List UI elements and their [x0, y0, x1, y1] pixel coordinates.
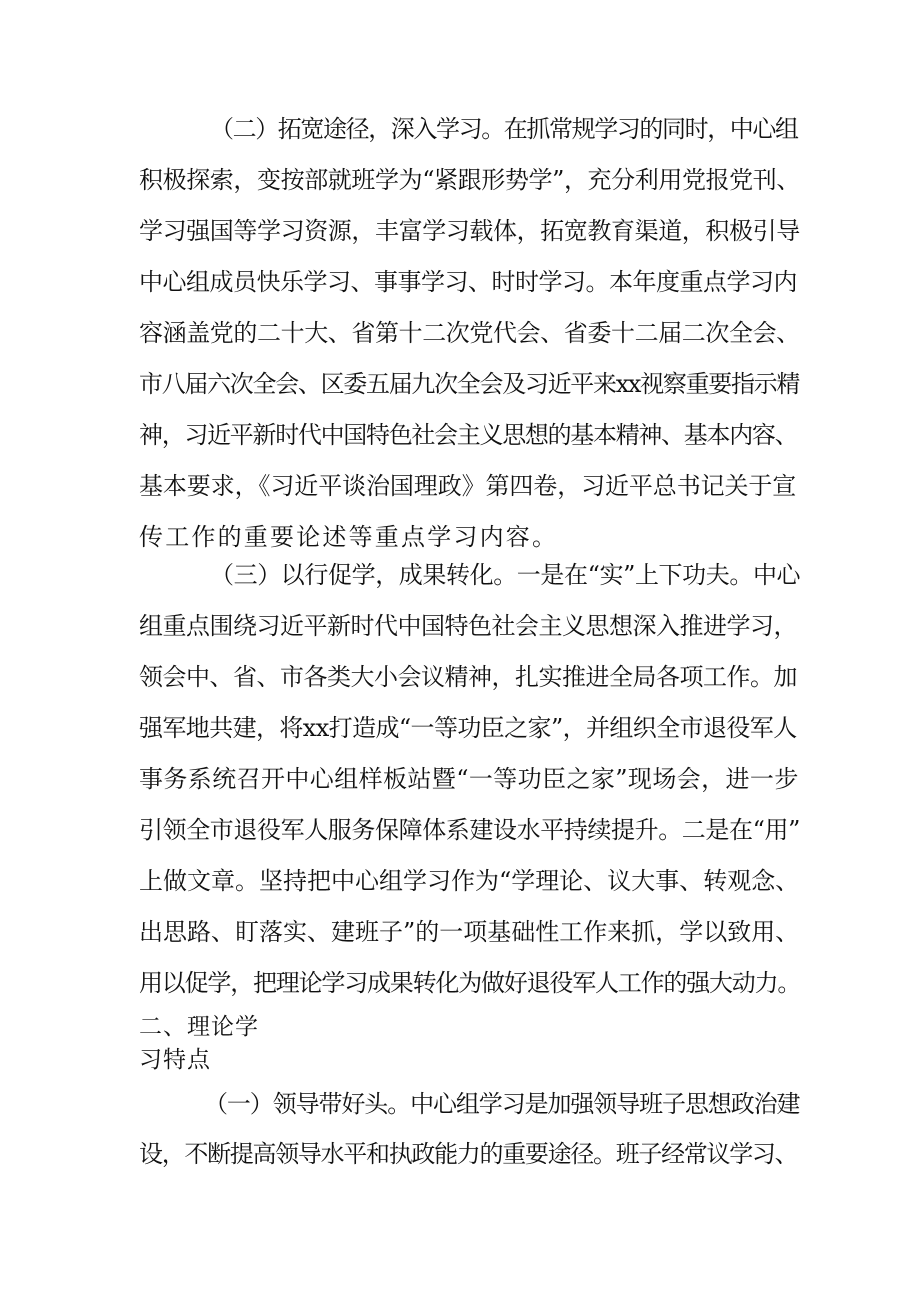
paragraph-line: 强军地共建，将xx打造成“一等功臣之家”，并组织全市退役军人 [139, 714, 797, 742]
paragraph-line: 领会中、省、市各类大小会议精神，扎实推进全局各项工作。加 [139, 663, 797, 691]
paragraph-line: 传工作的重要论述等重点学习内容。 [139, 523, 559, 551]
paragraph-line: （一）领导带好头。中心组学习是加强领导班子思想政治建 [204, 1090, 800, 1118]
paragraph-line: （二）拓宽途径，深入学习。在抓常规学习的同时，中心组 [210, 115, 798, 143]
paragraph-line: 神，习近平新时代中国特色社会主义思想的基本精神、基本内容、 [139, 421, 798, 449]
paragraph-line: 市八届六次全会、区委五届九次全会及习近平来xx视察重要指示精 [139, 370, 800, 398]
paragraph-line: 用以促学，把理论学习成果转化为做好退役军人工作的强大动力。 [139, 969, 801, 997]
paragraph-line: 基本要求，《习近平谈治国理政》第四卷，习近平总书记关于宣 [139, 472, 797, 500]
paragraph-line: 引领全市退役军人服务保障体系建设水平持续提升。二是在“用” [139, 816, 800, 844]
paragraph-line: 学习强国等学习资源，丰富学习载体，拓宽教育渠道，积极引导 [139, 217, 800, 245]
paragraph-line: 设，不断提高领导水平和执政能力的重要途径。班子经常议学习、 [139, 1140, 798, 1168]
paragraph-line: （三）以行促学，成果转化。一是在“实”上下功夫。中心 [210, 561, 801, 589]
paragraph-line: 出思路、盯落实、建班子”的一项基础性工作来抓，学以致用、 [139, 918, 800, 946]
heading-line: 二、理论学 [139, 1014, 259, 1040]
paragraph-line: 组重点围绕习近平新时代中国特色社会主义思想深入推进学习， [139, 612, 797, 640]
paragraph-line: 事务系统召开中心组样板站暨“一等功臣之家”现场会，进一步 [139, 765, 799, 793]
paragraph-line: 积极探索，变按部就班学为“紧跟形势学”，充分利用党报党刊、 [139, 166, 800, 194]
paragraph-line: 容涵盖党的二十大、省第十二次党代会、省委十二届二次全会、 [139, 319, 800, 347]
paragraph-line: 中心组成员快乐学习、事事学习、时时学习。本年度重点学习内 [139, 268, 797, 296]
paragraph-line: 上做文章。坚持把中心组学习作为“学理论、议大事、转观念、 [139, 867, 800, 895]
heading-line: 习特点 [139, 1047, 211, 1073]
